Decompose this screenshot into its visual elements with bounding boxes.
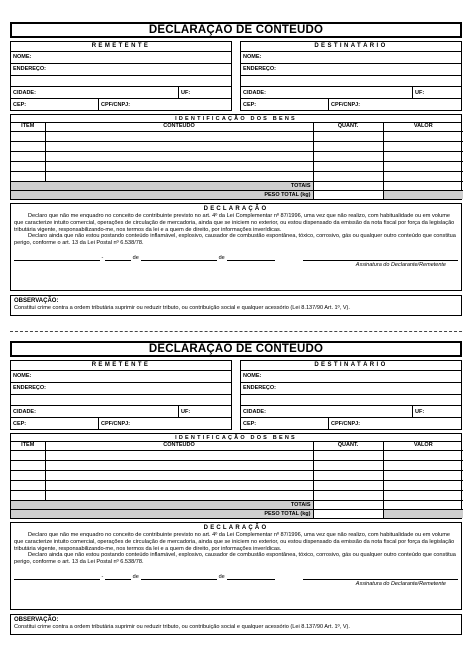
- column-item: ITEM: [11, 123, 45, 131]
- table-row[interactable]: [11, 470, 463, 480]
- column-content: CONTEÚDO: [45, 442, 313, 450]
- recipient-box: [240, 360, 462, 430]
- goods-header: IDENTIFICAÇÃO DOS BENS: [11, 115, 461, 123]
- sender-name-label: NOME:: [13, 373, 32, 380]
- sender-city-line[interactable]: [11, 87, 231, 99]
- table-row[interactable]: [11, 141, 463, 151]
- table-row[interactable]: [11, 450, 463, 460]
- table-row[interactable]: [11, 490, 463, 500]
- sender-name-label: NOME:: [13, 54, 32, 61]
- sender-cep-line[interactable]: [11, 418, 231, 429]
- observation-section: [10, 295, 462, 316]
- column-quantity: QUANT.: [313, 123, 383, 131]
- sender-city-line[interactable]: [11, 406, 231, 418]
- recipient-cep-label: CEP:: [241, 99, 329, 110]
- sender-cpf-label: CPF/CNPJ:: [101, 420, 131, 427]
- content-declaration-form-2: [10, 341, 462, 635]
- column-item: ITEM: [11, 442, 45, 450]
- year-blank[interactable]: [227, 573, 276, 580]
- city-blank[interactable]: [14, 254, 100, 261]
- recipient-header: DESTINATÁRIO: [241, 42, 461, 52]
- goods-table: [11, 123, 463, 199]
- recipient-address-label: ENDEREÇO:: [243, 385, 277, 392]
- recipient-uf-label: UF:: [415, 408, 425, 415]
- totals-label: TOTAIS: [11, 500, 313, 509]
- totals-value[interactable]: [383, 500, 463, 509]
- column-value: VALOR: [383, 123, 463, 131]
- totals-row: [11, 500, 463, 509]
- recipient-address-label: ENDEREÇO:: [243, 66, 277, 73]
- declaration-header: DECLARAÇÃO: [203, 206, 269, 212]
- parties-section: [10, 41, 462, 111]
- sender-uf-label: UF:: [181, 408, 191, 415]
- sender-uf-label: UF:: [181, 89, 191, 96]
- recipient-address-line-2[interactable]: [241, 76, 461, 88]
- table-row[interactable]: [11, 131, 463, 141]
- month-blank[interactable]: [141, 573, 217, 580]
- table-row[interactable]: [11, 161, 463, 171]
- sender-city-label: CIDADE:: [11, 406, 179, 417]
- weight-row: [11, 190, 463, 199]
- sender-address-label: ENDEREÇO:: [13, 66, 47, 73]
- sender-address-line-2[interactable]: [11, 76, 231, 88]
- recipient-name-line[interactable]: [241, 52, 461, 64]
- sender-name-line[interactable]: [11, 371, 231, 383]
- column-value: VALOR: [383, 442, 463, 450]
- recipient-cep-line[interactable]: [241, 99, 461, 110]
- recipient-name-label: NOME:: [243, 373, 262, 380]
- goods-section: [10, 433, 462, 519]
- recipient-cep-line[interactable]: [241, 418, 461, 429]
- table-row[interactable]: [11, 151, 463, 161]
- recipient-cpf-label: CPF/CNPJ:: [331, 101, 361, 108]
- recipient-uf-label: UF:: [415, 89, 425, 96]
- observation-text: Constitui crime contra a ordem tributária suprimir ou reduzir tributo, ou contribuição social e qualquer acessório (Lei 8.137/90 Art. 1º, V).: [14, 624, 350, 630]
- weight-label: PESO TOTAL (kg): [11, 509, 313, 518]
- recipient-address-line-2[interactable]: [241, 395, 461, 407]
- sender-box: [10, 360, 232, 430]
- day-blank[interactable]: [105, 254, 130, 261]
- city-blank[interactable]: [14, 573, 100, 580]
- sender-header: REMETENTE: [11, 42, 231, 52]
- observation-header: OBSERVAÇÃO:: [14, 298, 59, 304]
- declaration-paragraph-1: Declaro que não me enquadro no conceito de contribuinte previsto no art. 4º da Lei Complementar nº 87/1996, uma vez que não realizo, com habitualidade ou em volume que caracterize intuito comercial, operações de circulação de mercadoria, ainda que se iniciem no exterior, ou estou dispensado da emissão da nota fiscal por força da legislação tributária vigente, responsabilizando-me, nos termos da lei e a quem de direito, por informações inverídicas.: [14, 213, 455, 233]
- declaration-header: DECLARAÇÃO: [203, 525, 269, 531]
- cut-line: [10, 331, 462, 332]
- sender-address-line-2[interactable]: [11, 395, 231, 407]
- totals-value[interactable]: [383, 181, 463, 190]
- recipient-city-label: CIDADE:: [241, 87, 413, 98]
- table-row[interactable]: [11, 171, 463, 181]
- observation-section: [10, 614, 462, 635]
- totals-quantity[interactable]: [313, 181, 383, 190]
- month-blank[interactable]: [141, 254, 217, 261]
- signature-blank[interactable]: [303, 254, 459, 261]
- weight-value[interactable]: [313, 509, 383, 518]
- sender-box: [10, 41, 232, 111]
- signature-blank[interactable]: [303, 573, 459, 580]
- sender-cpf-label: CPF/CNPJ:: [101, 101, 131, 108]
- weight-label: PESO TOTAL (kg): [11, 190, 313, 199]
- recipient-address-line[interactable]: [241, 383, 461, 395]
- table-row[interactable]: [11, 480, 463, 490]
- column-quantity: QUANT.: [313, 442, 383, 450]
- recipient-cep-label: CEP:: [241, 418, 329, 429]
- recipient-city-line[interactable]: [241, 406, 461, 418]
- goods-table: [11, 442, 463, 518]
- day-blank[interactable]: [105, 573, 130, 580]
- sender-cep-label: CEP:: [11, 418, 99, 429]
- sender-name-line[interactable]: [11, 52, 231, 64]
- recipient-name-line[interactable]: [241, 371, 461, 383]
- form-title: DECLARAÇÃO DE CONTEÚDO: [10, 341, 462, 357]
- weight-row: [11, 509, 463, 518]
- signature-caption: Assinatura do Declarante/Remetente: [355, 580, 446, 587]
- form-title: DECLARAÇÃO DE CONTEÚDO: [10, 22, 462, 38]
- recipient-city-label: CIDADE:: [241, 406, 413, 417]
- goods-section: [10, 114, 462, 200]
- column-content: CONTEÚDO: [45, 123, 313, 131]
- recipient-cpf-label: CPF/CNPJ:: [331, 420, 361, 427]
- sender-header: REMETENTE: [11, 361, 231, 371]
- sender-address-line[interactable]: [11, 383, 231, 395]
- year-blank[interactable]: [227, 254, 276, 261]
- declaration-section: [10, 522, 462, 610]
- declaration-paragraph-2: Declaro ainda que não estou postando conteúdo inflamável, explosivo, causador de combustão espontânea, tóxico, corrosivo, gás ou qualquer outro conteúdo que constitua perigo, conforme o art. 13 da Lei Postal nº 6.538/78.: [14, 552, 456, 566]
- observation-text: Constitui crime contra a ordem tributária suprimir ou reduzir tributo, ou contribuição social e qualquer acessório (Lei 8.137/90 Art. 1º, V).: [14, 305, 350, 311]
- signature-caption: Assinatura do Declarante/Remetente: [355, 261, 446, 268]
- totals-label: TOTAIS: [11, 181, 313, 190]
- goods-header: IDENTIFICAÇÃO DOS BENS: [11, 434, 461, 442]
- content-declaration-form-1: [10, 22, 462, 316]
- observation-header: OBSERVAÇÃO:: [14, 617, 59, 623]
- signature-line: - de de: [14, 254, 458, 261]
- parties-section: [10, 360, 462, 430]
- totals-row: [11, 181, 463, 190]
- sender-address-line[interactable]: [11, 64, 231, 76]
- declaration-paragraph-1: Declaro que não me enquadro no conceito de contribuinte previsto no art. 4º da Lei Complementar nº 87/1996, uma vez que não realizo, com habitualidade ou em volume que caracterize intuito comercial, operações de circulação de mercadoria, ainda que se iniciem no exterior, ou estou dispensado da emissão da nota fiscal por força da legislação tributária vigente, responsabilizando-me, nos termos da lei e a quem de direito, por informações inverídicas.: [14, 532, 455, 552]
- declaration-paragraph-2: Declaro ainda que não estou postando conteúdo inflamável, explosivo, causador de combustão espontânea, tóxico, corrosivo, gás ou qualquer outro conteúdo que constitua perigo, conforme o art. 13 da Lei Postal nº 6.538/78.: [14, 233, 456, 247]
- signature-line: - de de: [14, 573, 458, 580]
- totals-quantity[interactable]: [313, 500, 383, 509]
- recipient-header: DESTINATÁRIO: [241, 361, 461, 371]
- recipient-name-label: NOME:: [243, 54, 262, 61]
- sender-address-label: ENDEREÇO:: [13, 385, 47, 392]
- recipient-box: [240, 41, 462, 111]
- declaration-section: [10, 203, 462, 291]
- weight-value[interactable]: [313, 190, 383, 199]
- recipient-address-line[interactable]: [241, 64, 461, 76]
- sender-cep-label: CEP:: [11, 99, 99, 110]
- sender-cep-line[interactable]: [11, 99, 231, 110]
- sender-city-label: CIDADE:: [11, 87, 179, 98]
- recipient-city-line[interactable]: [241, 87, 461, 99]
- table-row[interactable]: [11, 460, 463, 470]
